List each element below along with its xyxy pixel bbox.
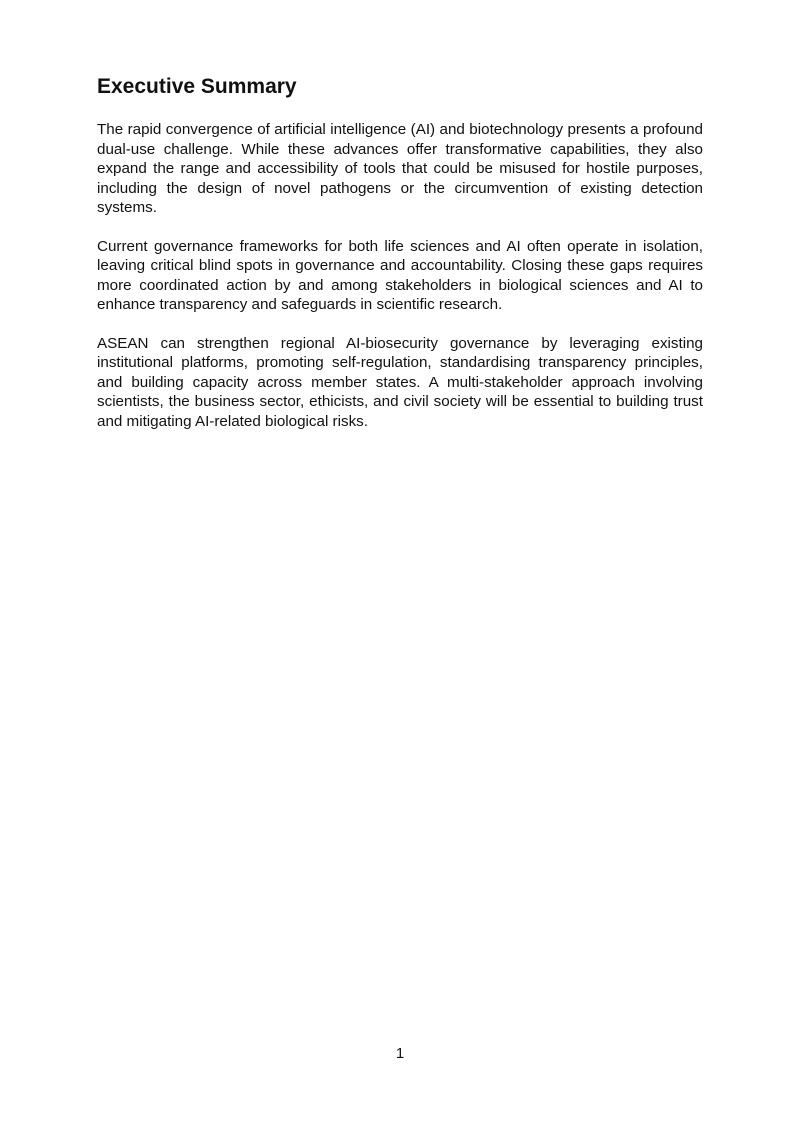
paragraph-1: The rapid convergence of artificial intelligence (AI) and biotechnology presents a profound dual-use challenge. While these advances offer transformative capabilities, they also expand the range and accessibility of tools that could be misused for hostile purposes, including the design of novel pathogens or the circumvention of existing detection systems. [97, 121, 703, 216]
page-number: 1 [395, 1045, 405, 1062]
paragraph-2: Current governance frameworks for both life sciences and AI often operate in isolation, leaving critical blind spots in governance and accountability. Closing these gaps requires more coordinated action by and among stakeholders in biological sciences and AI to enhance transparency and safeguards in scientific research. [97, 237, 703, 313]
section-title: Executive Summary [97, 75, 297, 98]
paragraph-3: ASEAN can strengthen regional AI-biosecurity governance by leveraging existing institutional platforms, promoting self-regulation, standardising transparency principles, and building capacity across member states. A multi-stakeholder approach involving scientists, the business sector, ethicists, and civil society will be essential to building trust and mitigating AI-related biological risks. [97, 334, 703, 430]
page-content [97, 72, 703, 450]
